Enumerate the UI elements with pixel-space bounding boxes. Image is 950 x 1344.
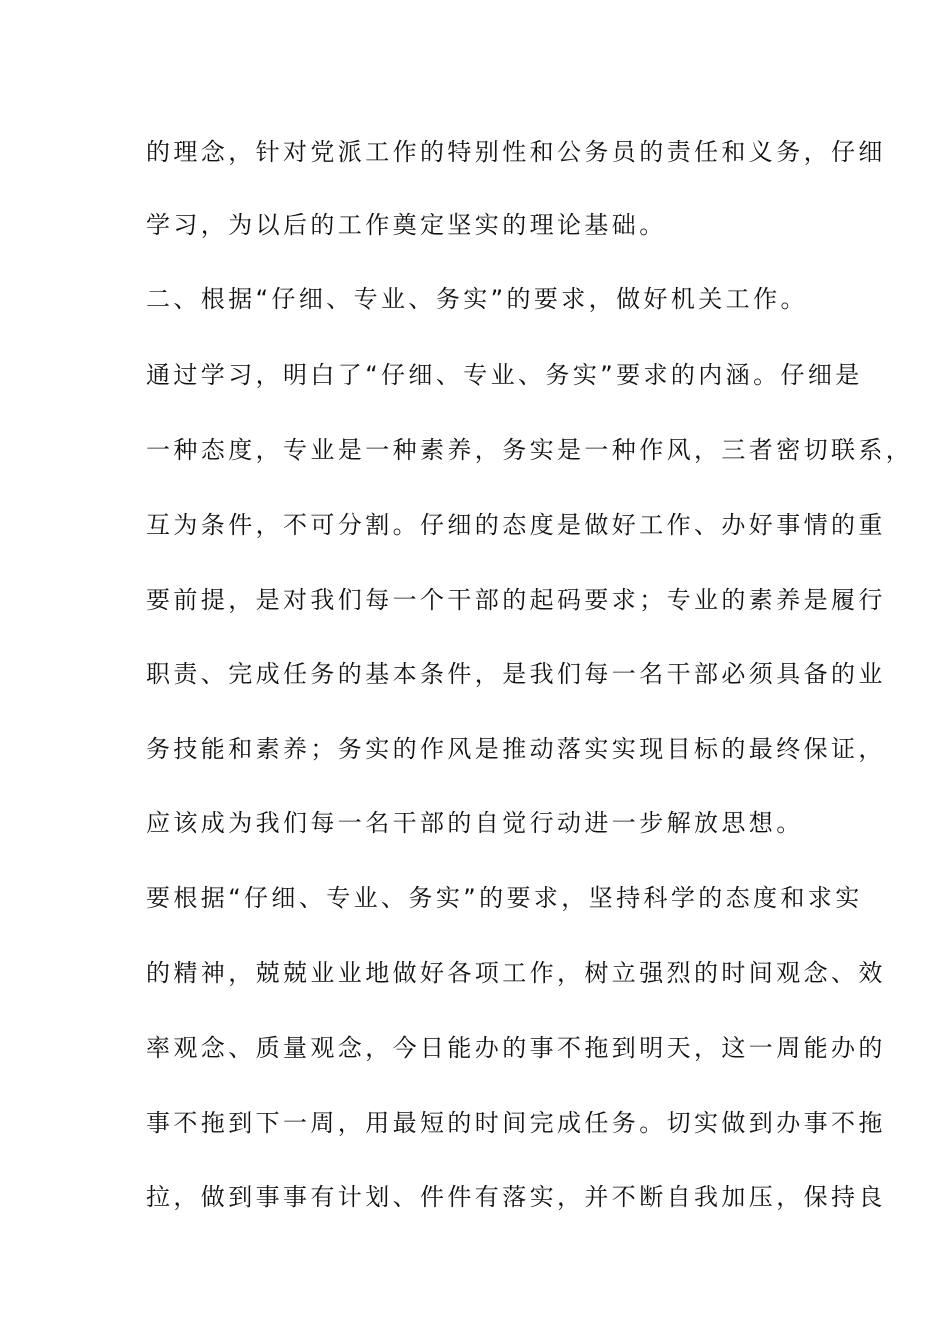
text-line: 要根据“仔细、专业、务实”的要求，坚持科学的态度和求实 — [146, 884, 863, 912]
text-line: 的精神，兢兢业业地做好各项工作，树立强烈的时间观念、效 — [146, 959, 886, 987]
text-line: 职责、完成任务的基本条件，是我们每一名干部必须具备的业 — [146, 660, 886, 688]
text-line: 学习，为以后的工作奠定坚实的理论基础。 — [146, 211, 667, 239]
text-line: 率观念、质量观念，今日能办的事不拖到明天，这一周能办的 — [146, 1034, 886, 1062]
text-line: 事不拖到下一周，用最短的时间完成任务。切实做到办事不拖 — [146, 1109, 886, 1137]
text-line: 务技能和素养；务实的作风是推动落实实现目标的最终保证， — [146, 735, 886, 763]
text-line: 应该成为我们每一名干部的自觉行动进一步解放思想。 — [146, 809, 804, 837]
text-line: 互为条件，不可分割。仔细的态度是做好工作、办好事情的重 — [146, 511, 886, 539]
text-line: 拉，做到事事有计划、件件有落实，并不断自我加压，保持良 — [146, 1183, 886, 1211]
text-line: 的理念，针对党派工作的特别性和公务员的责任和义务，仔细 — [146, 138, 886, 166]
text-line: 一种态度，专业是一种素养，务实是一种作风，三者密切联系， — [146, 436, 914, 464]
text-line: 要前提，是对我们每一个干部的起码要求；专业的素养是履行 — [146, 586, 886, 614]
section-heading: 二、根据“仔细、专业、务实”的要求，做好机关工作。 — [146, 285, 808, 313]
text-line: 通过学习，明白了“仔细、专业、务实”要求的内涵。仔细是 — [146, 361, 863, 389]
